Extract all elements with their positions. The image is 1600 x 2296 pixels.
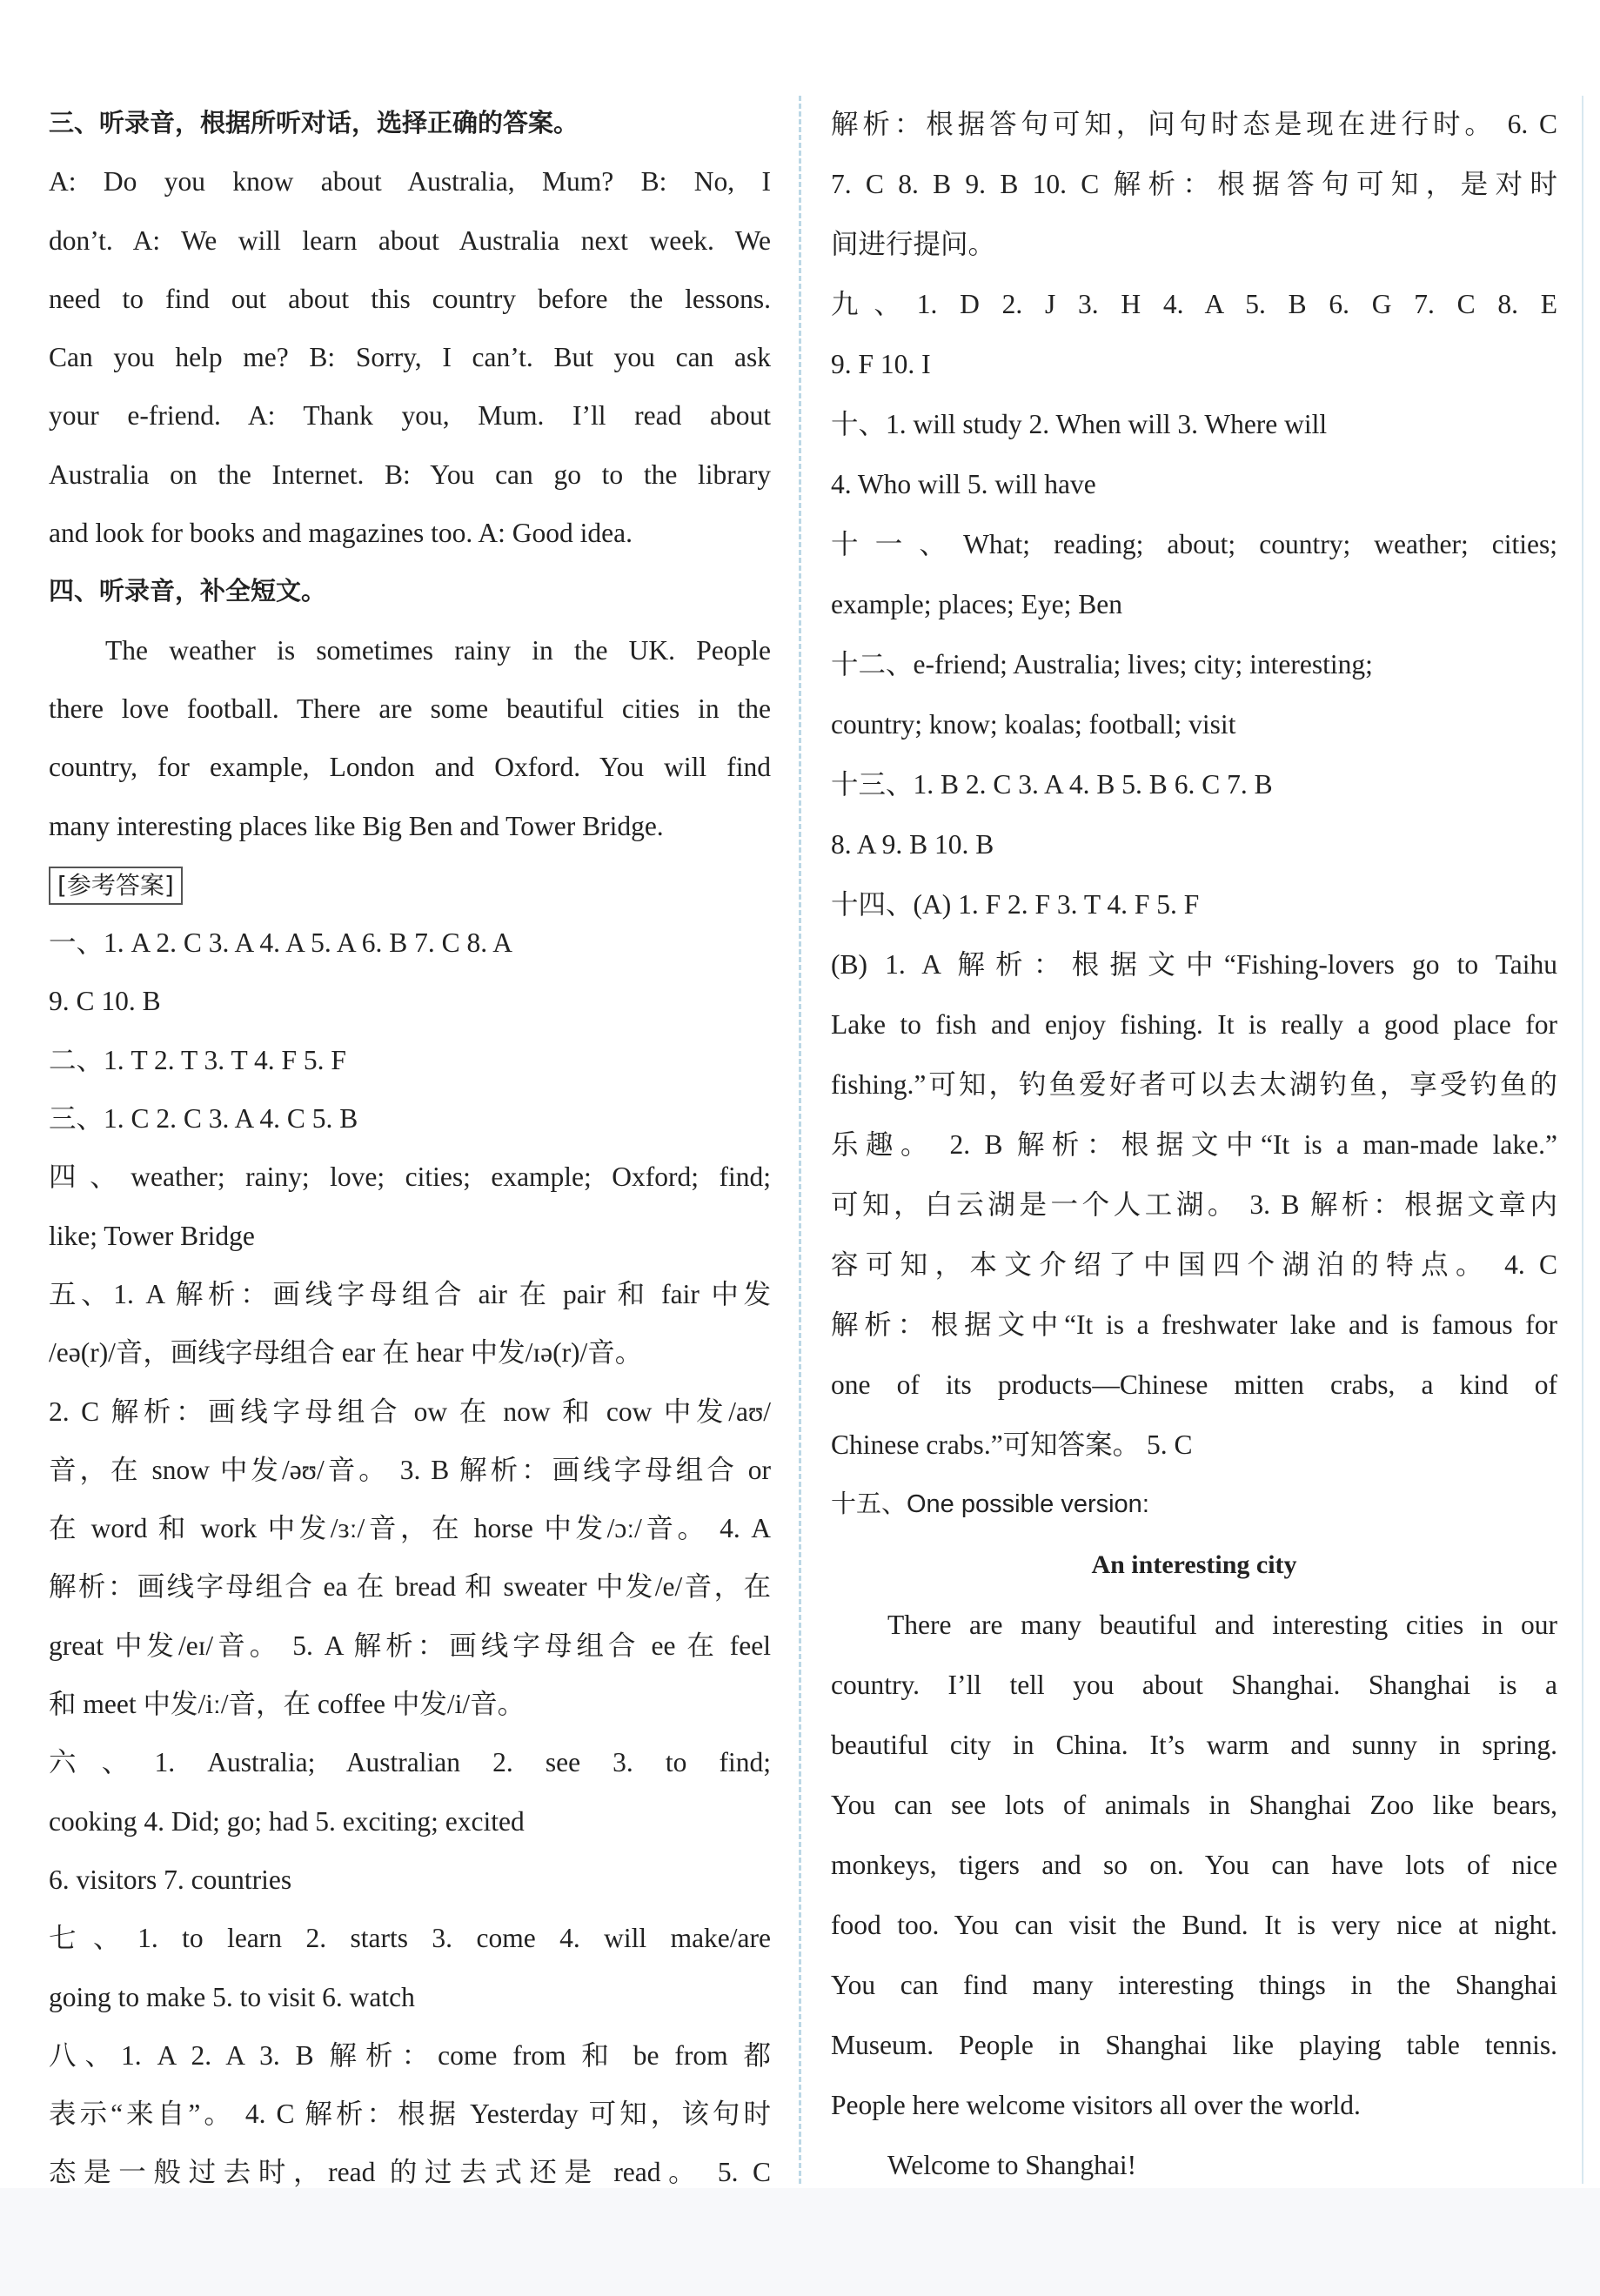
answer-line: 解析：根据答句可知，问句时态是现在进行时。 6. C	[831, 109, 1557, 139]
answer-line: Lake to fish and enjoy fishing. It is really a good place for	[831, 1009, 1557, 1040]
essay-line: People here welcome visitors all over the world.	[831, 2090, 1361, 2120]
answer-line: 6. visitors 7. countries	[49, 1864, 292, 1895]
answer-line: country; know; koalas; football; visit	[831, 709, 1236, 740]
answer-line: cooking 4. Did; go; had 5. exciting; excited	[49, 1805, 525, 1837]
answer-line: 七、1. to learn 2. starts 3. come 4. will make/are	[49, 1923, 771, 1954]
answer-line: 态是一般过去时，read 的过去式还是 read。 5. C	[49, 2157, 771, 2188]
answer-line: 五、1. A 解析：画线字母组合 air 在 pair 和 fair 中发	[49, 1278, 771, 1309]
dialogue-line: your e-friend. A: Thank you, Mum. I’ll read about	[49, 400, 771, 432]
passage-line: many interesting places like Big Ben and Tower Bridge.	[49, 810, 664, 841]
answer-line: 间进行提问。	[831, 229, 996, 259]
answer-line: 十三、1. B 2. C 3. A 4. B 5. B 6. C 7. B	[831, 769, 1273, 800]
page-edge-line	[1582, 96, 1583, 2184]
passage-line: there love football. There are some beautiful cities in the	[49, 693, 771, 724]
column-divider	[799, 96, 801, 2184]
left-column	[49, 94, 771, 2202]
answer-line: Chinese crabs.”可知答案。 5. C	[831, 1429, 1193, 1460]
essay-line: You can see lots of animals in Shanghai Zoo like bears,	[831, 1790, 1557, 1820]
dialogue-line: need to find out about this country before the lessons.	[49, 283, 771, 314]
answer-line: 九、1. D 2. J 3. H 4. A 5. B 6. G 7. C 8. E	[831, 289, 1557, 319]
answer-line: 八、1. A 2. A 3. B 解析：come from 和 be from 都	[49, 2039, 771, 2071]
answer-line: one of its products—Chinese mitten crabs, a kind of	[831, 1369, 1557, 1400]
answer-line: 容可知，本文介绍了中国四个湖泊的特点。 4. C	[831, 1249, 1557, 1280]
dialogue-line: and look for books and magazines too. A: Good idea.	[49, 518, 633, 549]
answer-line: 音，在 snow 中发/əʊ/音。 3. B 解析：画线字母组合 or	[49, 1454, 771, 1485]
passage-line: The weather is sometimes rainy in the UK. People	[105, 634, 771, 666]
answer-line: 十一、What; reading; about; country; weather; cities;	[831, 529, 1557, 559]
answer-line: 可知，白云湖是一个人工湖。 3. B 解析：根据文章内	[831, 1189, 1557, 1220]
essay-line: monkeys, tigers and so on. You can have lots of nice	[831, 1850, 1557, 1880]
answer-key-label-row	[49, 855, 771, 914]
essay-line: food too. You can visit the Bund. It is very nice at night.	[831, 1910, 1557, 1940]
answer-line: 在 word 和 work 中发/ɜː/音，在 horse 中发/ɔː/音。 4. A	[49, 1513, 771, 1544]
essay-line: You can find many interesting things in the Shanghai	[831, 1970, 1557, 2000]
essay-line: Welcome to Shanghai!	[887, 2150, 1137, 2180]
answer-line: 9. F 10. I	[831, 349, 931, 379]
answer-line: 三、1. C 2. C 3. A 4. C 5. B	[49, 1103, 358, 1135]
answer-line: /eə(r)/音，画线字母组合 ear 在 hear 中发/ɪə(r)/音。	[49, 1337, 643, 1369]
answer-line: going to make 5. to visit 6. watch	[49, 1981, 415, 2012]
answer-line: 乐趣。 2. B 解析：根据文中“It is a man-made lake.”	[831, 1129, 1557, 1160]
answer-line: 十、1. will study 2. When will 3. Where will	[831, 409, 1328, 439]
right-column	[831, 94, 1557, 2195]
essay-line: There are many beautiful and interesting cities in our	[887, 1610, 1557, 1640]
answer-line: example; places; Eye; Ben	[831, 589, 1122, 619]
dialogue-line: A: Do you know about Australia, Mum? B: No, I	[49, 166, 771, 197]
answer-line: 十二、e-friend; Australia; lives; city; interesting;	[831, 649, 1373, 679]
answer-line: 8. A 9. B 10. B	[831, 829, 994, 860]
passage-line: country, for example, London and Oxford. You will find	[49, 752, 771, 783]
answer-line: great 中发/eɪ/音。 5. A 解析：画线字母组合 ee 在 feel	[49, 1630, 771, 1661]
answer-line: 十四、(A) 1. F 2. F 3. T 4. F 5. F	[831, 889, 1200, 920]
dialogue-line: don’t. A: We will learn about Australia next week. We	[49, 224, 771, 256]
answer-line: 四、weather; rainy; love; cities; example; Oxford; find;	[49, 1161, 771, 1193]
answer-line: 2. C 解析：画线字母组合 ow 在 now 和 cow 中发/aʊ/	[49, 1396, 771, 1427]
answer-key-label: [参考答案]	[49, 867, 183, 905]
answer-line: (B) 1. A 解析：根据文中“Fishing-lovers go to Taihu	[831, 949, 1557, 980]
answer-line: 4. Who will 5. will have	[831, 469, 1096, 499]
answer-line: 和 meet 中发/iː/音，在 coffee 中发/i/音。	[49, 1689, 526, 1720]
answer-line: fishing.”可知，钓鱼爱好者可以去太湖钓鱼，享受钓鱼的	[831, 1069, 1557, 1100]
answer-line: like; Tower Bridge	[49, 1220, 255, 1251]
section-heading: 十五、One possible version:	[831, 1490, 1149, 1518]
answer-line: 一、1. A 2. C 3. A 4. A 5. A 6. B 7. C 8. A	[49, 927, 512, 959]
page-bottom-margin	[0, 2188, 1600, 2296]
dialogue-line: Can you help me? B: Sorry, I can’t. But you can ask	[49, 342, 771, 373]
answer-line: 9. C 10. B	[49, 986, 161, 1017]
answer-line: 7. C 8. B 9. B 10. C 解析：根据答句可知，是对时	[831, 169, 1557, 199]
section-heading: 三、听录音，根据所听对话，选择正确的答案。	[49, 108, 579, 137]
answer-line: 解析：画线字母组合 ea 在 bread 和 sweater 中发/e/音，在	[49, 1571, 771, 1603]
answer-line: 表示“来自”。 4. C 解析：根据 Yesterday 可知，该句时	[49, 2099, 771, 2130]
essay-line: country. I’ll tell you about Shanghai. Shanghai is a	[831, 1670, 1557, 1700]
essay-title: An interesting city	[1091, 1550, 1297, 1579]
section-heading: 四、听录音，补全短文。	[49, 576, 327, 606]
answer-line: 二、1. T 2. T 3. T 4. F 5. F	[49, 1044, 346, 1075]
answer-line: 六、1. Australia; Australian 2. see 3. to find;	[49, 1747, 771, 1778]
essay-line: beautiful city in China. It’s warm and sunny in spring.	[831, 1730, 1557, 1760]
essay-line: Museum. People in Shanghai like playing table tennis.	[831, 2030, 1557, 2060]
answer-line: 解析：根据文中“It is a freshwater lake and is famous for	[831, 1309, 1557, 1340]
dialogue-line: Australia on the Internet. B: You can go to the library	[49, 459, 771, 490]
